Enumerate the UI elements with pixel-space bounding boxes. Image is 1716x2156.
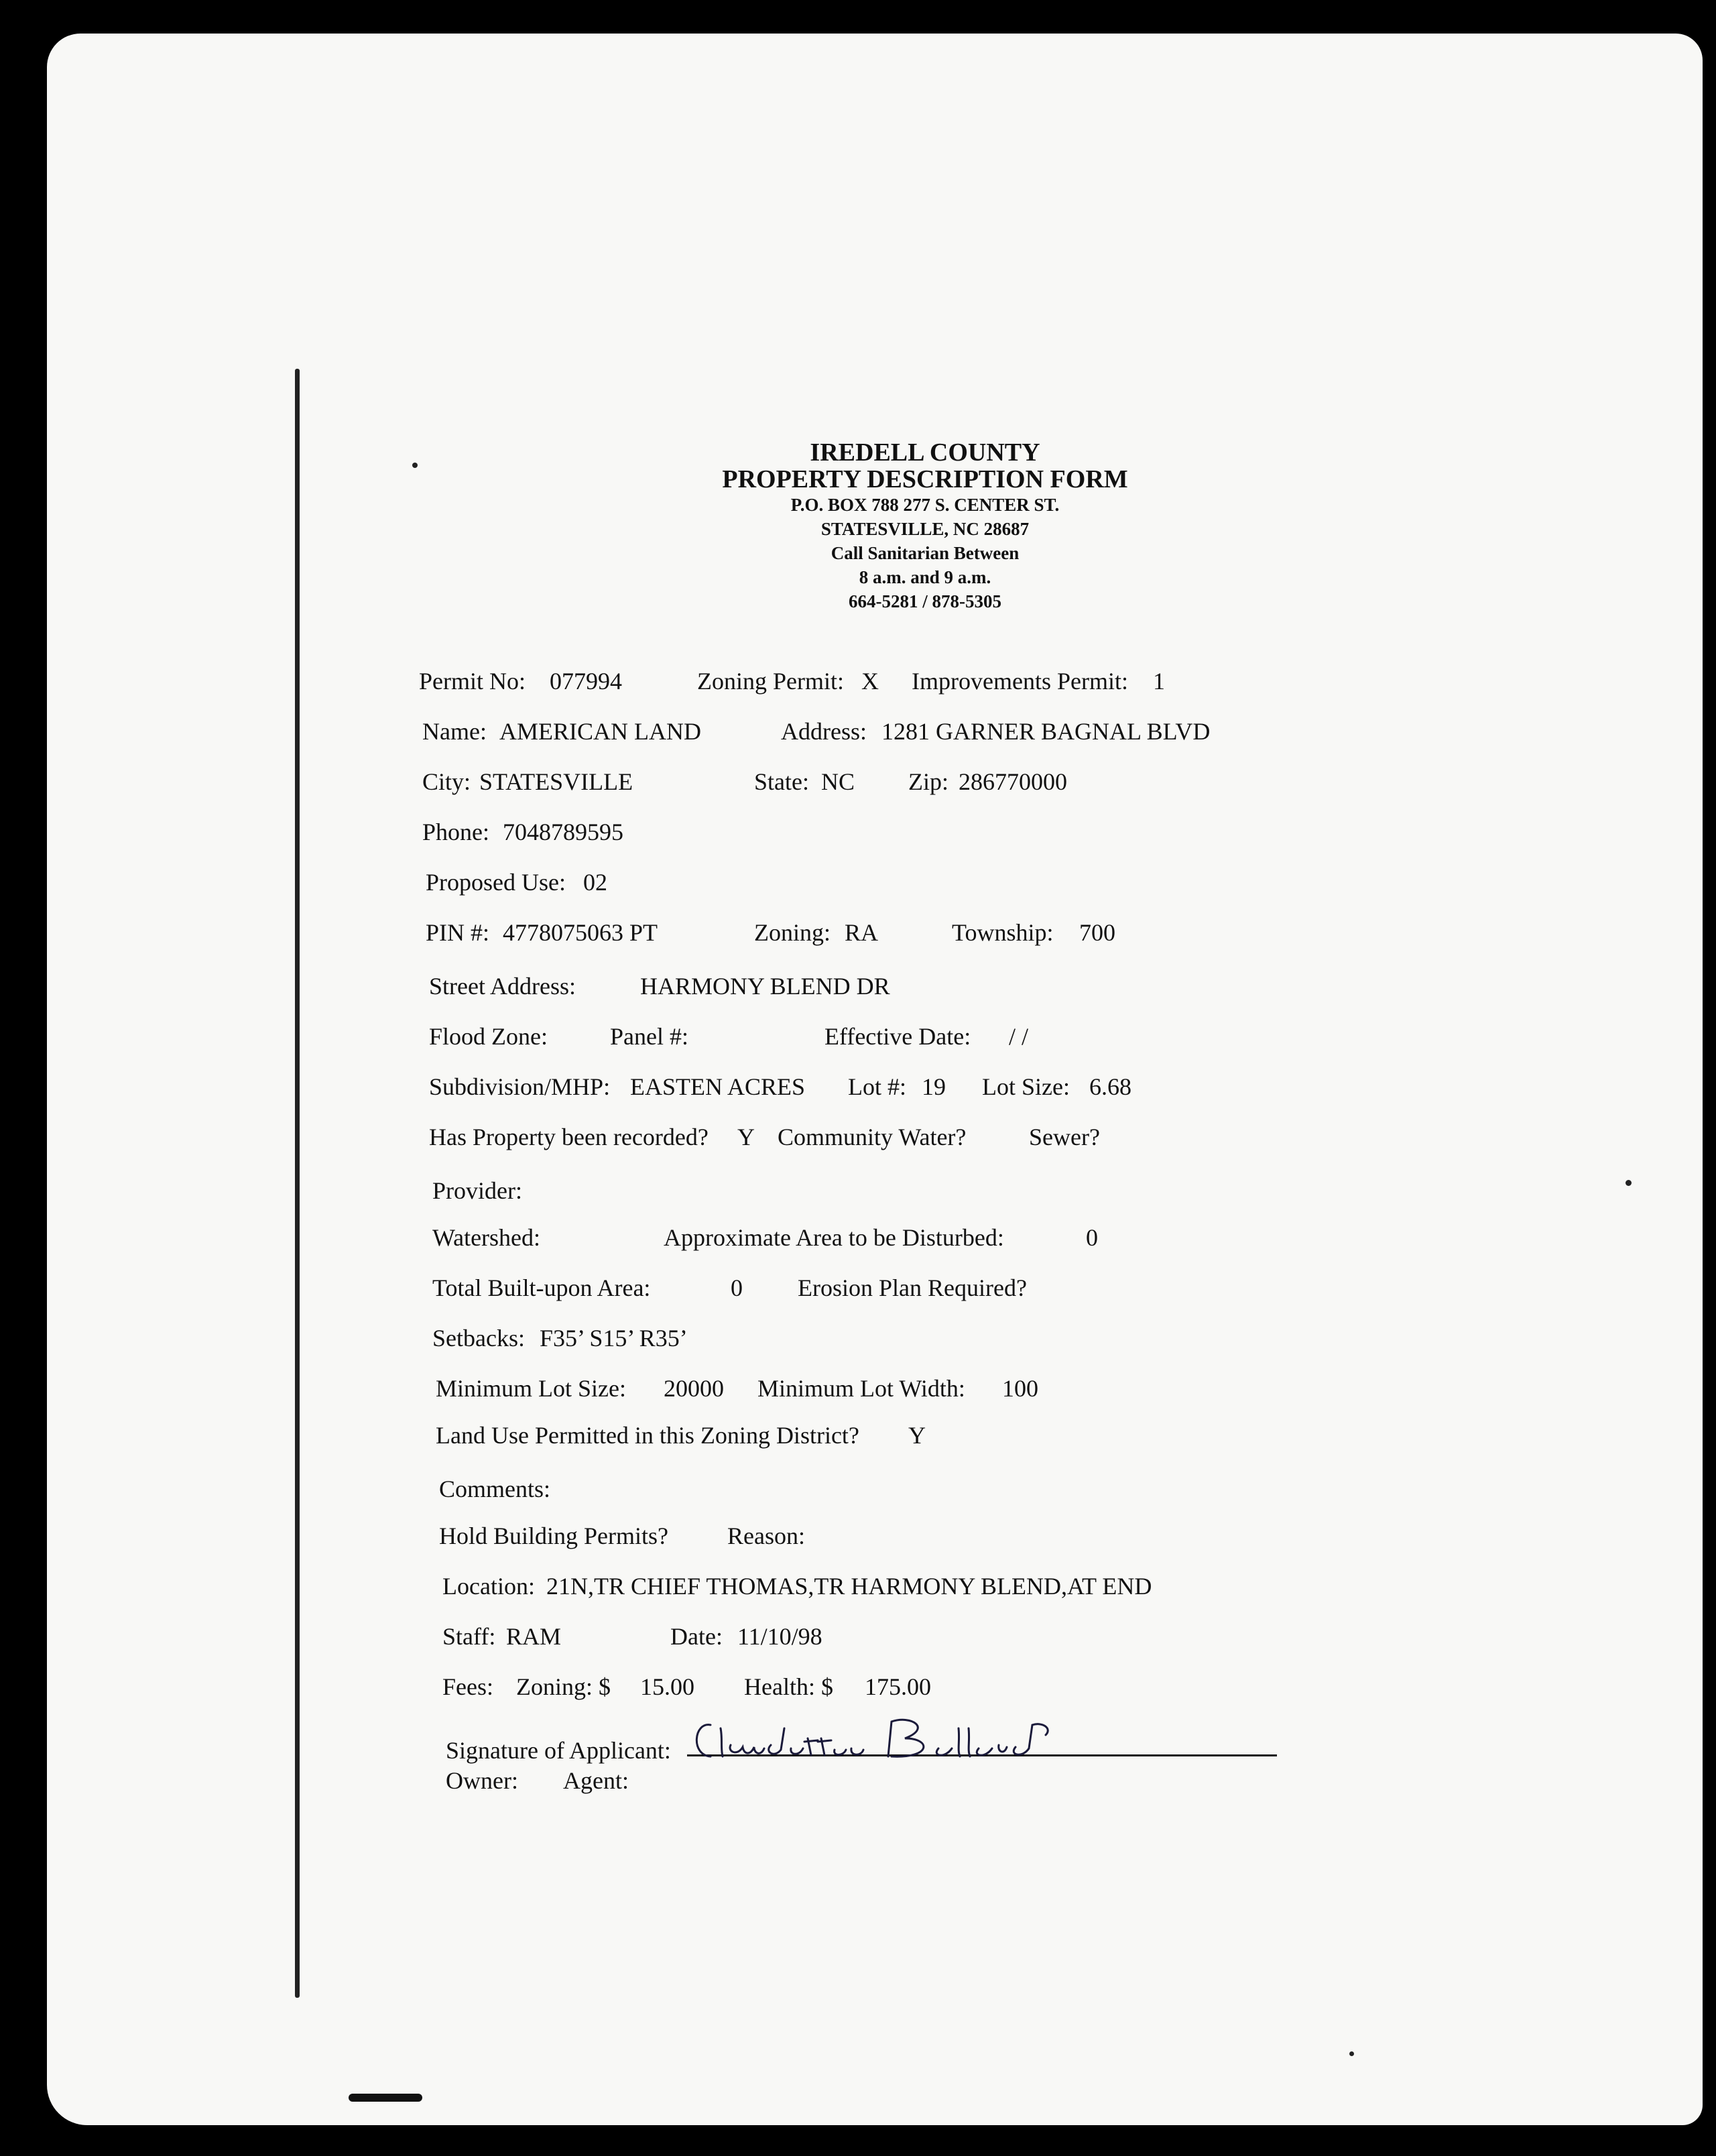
date-label: Date: [670, 1623, 723, 1650]
staff-value: RAM [506, 1623, 562, 1650]
permit-no-value: 077994 [550, 668, 622, 695]
staff-label: Staff: [442, 1623, 496, 1650]
watershed-label: Watershed: [432, 1224, 541, 1251]
zoning-fee-value: 15.00 [640, 1673, 694, 1700]
recorded-value: Y [737, 1124, 755, 1150]
address-value: 1281 GARNER BAGNAL BLVD [881, 718, 1211, 745]
setbacks-value: F35’ S15’ R35’ [540, 1325, 688, 1352]
flood-zone-label: Flood Zone: [429, 1023, 548, 1050]
lot-size-label: Lot Size: [982, 1073, 1070, 1100]
min-lot-size-label: Minimum Lot Size: [436, 1375, 626, 1402]
county-name: IREDELL COUNTY [810, 438, 1040, 467]
recorded-label: Has Property been recorded? [429, 1124, 709, 1150]
zoning-fee-label: Zoning: $ [516, 1673, 611, 1700]
location-label: Location: [442, 1573, 535, 1600]
scan-speck [1349, 2051, 1354, 2056]
name-value: AMERICAN LAND [499, 718, 701, 745]
area-disturbed-value: 0 [1086, 1224, 1098, 1251]
hold-permits-label: Hold Building Permits? [439, 1522, 668, 1549]
provider-label: Provider: [432, 1177, 522, 1204]
zoning-label: Zoning: [754, 919, 831, 946]
community-water-label: Community Water? [778, 1124, 967, 1150]
agent-label: Agent: [563, 1767, 629, 1794]
call-hours: 8 a.m. and 9 a.m. [859, 567, 991, 587]
zoning-permit-label: Zoning Permit: [697, 668, 844, 695]
effective-date-value: / / [1009, 1023, 1029, 1050]
zoning-permit-value: X [861, 668, 879, 695]
improvements-permit-value: 1 [1153, 668, 1165, 695]
built-upon-label: Total Built-upon Area: [432, 1274, 651, 1301]
health-fee-value: 175.00 [865, 1673, 931, 1700]
township-label: Township: [952, 919, 1054, 946]
form-header [657, 439, 1193, 613]
city-line: STATESVILLE, NC 28687 [820, 519, 1030, 539]
city-label: City: [422, 768, 471, 795]
city-value: STATESVILLE [479, 768, 633, 795]
scan-speck [412, 463, 418, 468]
street-address-value: HARMONY BLEND DR [640, 973, 890, 1000]
date-value: 11/10/98 [737, 1623, 822, 1650]
subdivision-value: EASTEN ACRES [630, 1073, 806, 1100]
office-phones: 664-5281 / 878-5305 [849, 591, 1001, 611]
phone-value: 7048789595 [503, 819, 623, 845]
min-lot-width-label: Minimum Lot Width: [757, 1375, 965, 1402]
improvements-permit-label: Improvements Permit: [912, 668, 1128, 695]
location-value: 21N,TR CHIEF THOMAS,TR HARMONY BLEND,AT END [546, 1573, 1152, 1600]
proposed-use-label: Proposed Use: [426, 869, 566, 896]
township-value: 700 [1079, 919, 1115, 946]
name-label: Name: [422, 718, 487, 745]
zip-value: 286770000 [959, 768, 1067, 795]
reason-label: Reason: [727, 1522, 805, 1549]
pin-value: 4778075063 PT [503, 919, 658, 946]
handwritten-signature [690, 1708, 1066, 1769]
lot-size-value: 6.68 [1089, 1073, 1131, 1100]
min-lot-size-value: 20000 [664, 1375, 724, 1402]
fees-label: Fees: [442, 1673, 493, 1700]
pin-label: PIN #: [426, 919, 490, 946]
erosion-label: Erosion Plan Required? [798, 1274, 1027, 1301]
land-use-label: Land Use Permitted in this Zoning District? [436, 1422, 859, 1449]
lot-no-label: Lot #: [848, 1073, 906, 1100]
scan-speck [1626, 1180, 1632, 1186]
permit-no-label: Permit No: [419, 668, 526, 695]
panel-label: Panel #: [610, 1023, 688, 1050]
area-disturbed-label: Approximate Area to be Disturbed: [664, 1224, 1004, 1251]
min-lot-width-value: 100 [1002, 1375, 1038, 1402]
proposed-use-value: 02 [583, 869, 607, 896]
zoning-value: RA [845, 919, 879, 946]
zip-label: Zip: [908, 768, 948, 795]
form-title: PROPERTY DESCRIPTION FORM [722, 465, 1128, 493]
address-label: Address: [781, 718, 867, 745]
owner-label: Owner: [446, 1767, 518, 1794]
phone-label: Phone: [422, 819, 490, 845]
state-value: NC [821, 768, 855, 795]
street-address-label: Street Address: [429, 973, 576, 1000]
comments-label: Comments: [439, 1476, 551, 1502]
mailing-address: P.O. BOX 788 277 S. CENTER ST. [790, 495, 1060, 515]
scan-smudge [349, 2094, 422, 2102]
built-upon-value: 0 [731, 1274, 743, 1301]
margin-line [295, 369, 300, 1998]
health-fee-label: Health: $ [744, 1673, 833, 1700]
setbacks-label: Setbacks: [432, 1325, 525, 1352]
land-use-value: Y [908, 1422, 926, 1449]
call-note: Call Sanitarian Between [831, 543, 1020, 563]
signature-label: Signature of Applicant: [446, 1737, 671, 1764]
sewer-label: Sewer? [1029, 1124, 1100, 1150]
state-label: State: [754, 768, 809, 795]
subdivision-label: Subdivision/MHP: [429, 1073, 611, 1100]
lot-no-value: 19 [922, 1073, 946, 1100]
effective-date-label: Effective Date: [824, 1023, 971, 1050]
